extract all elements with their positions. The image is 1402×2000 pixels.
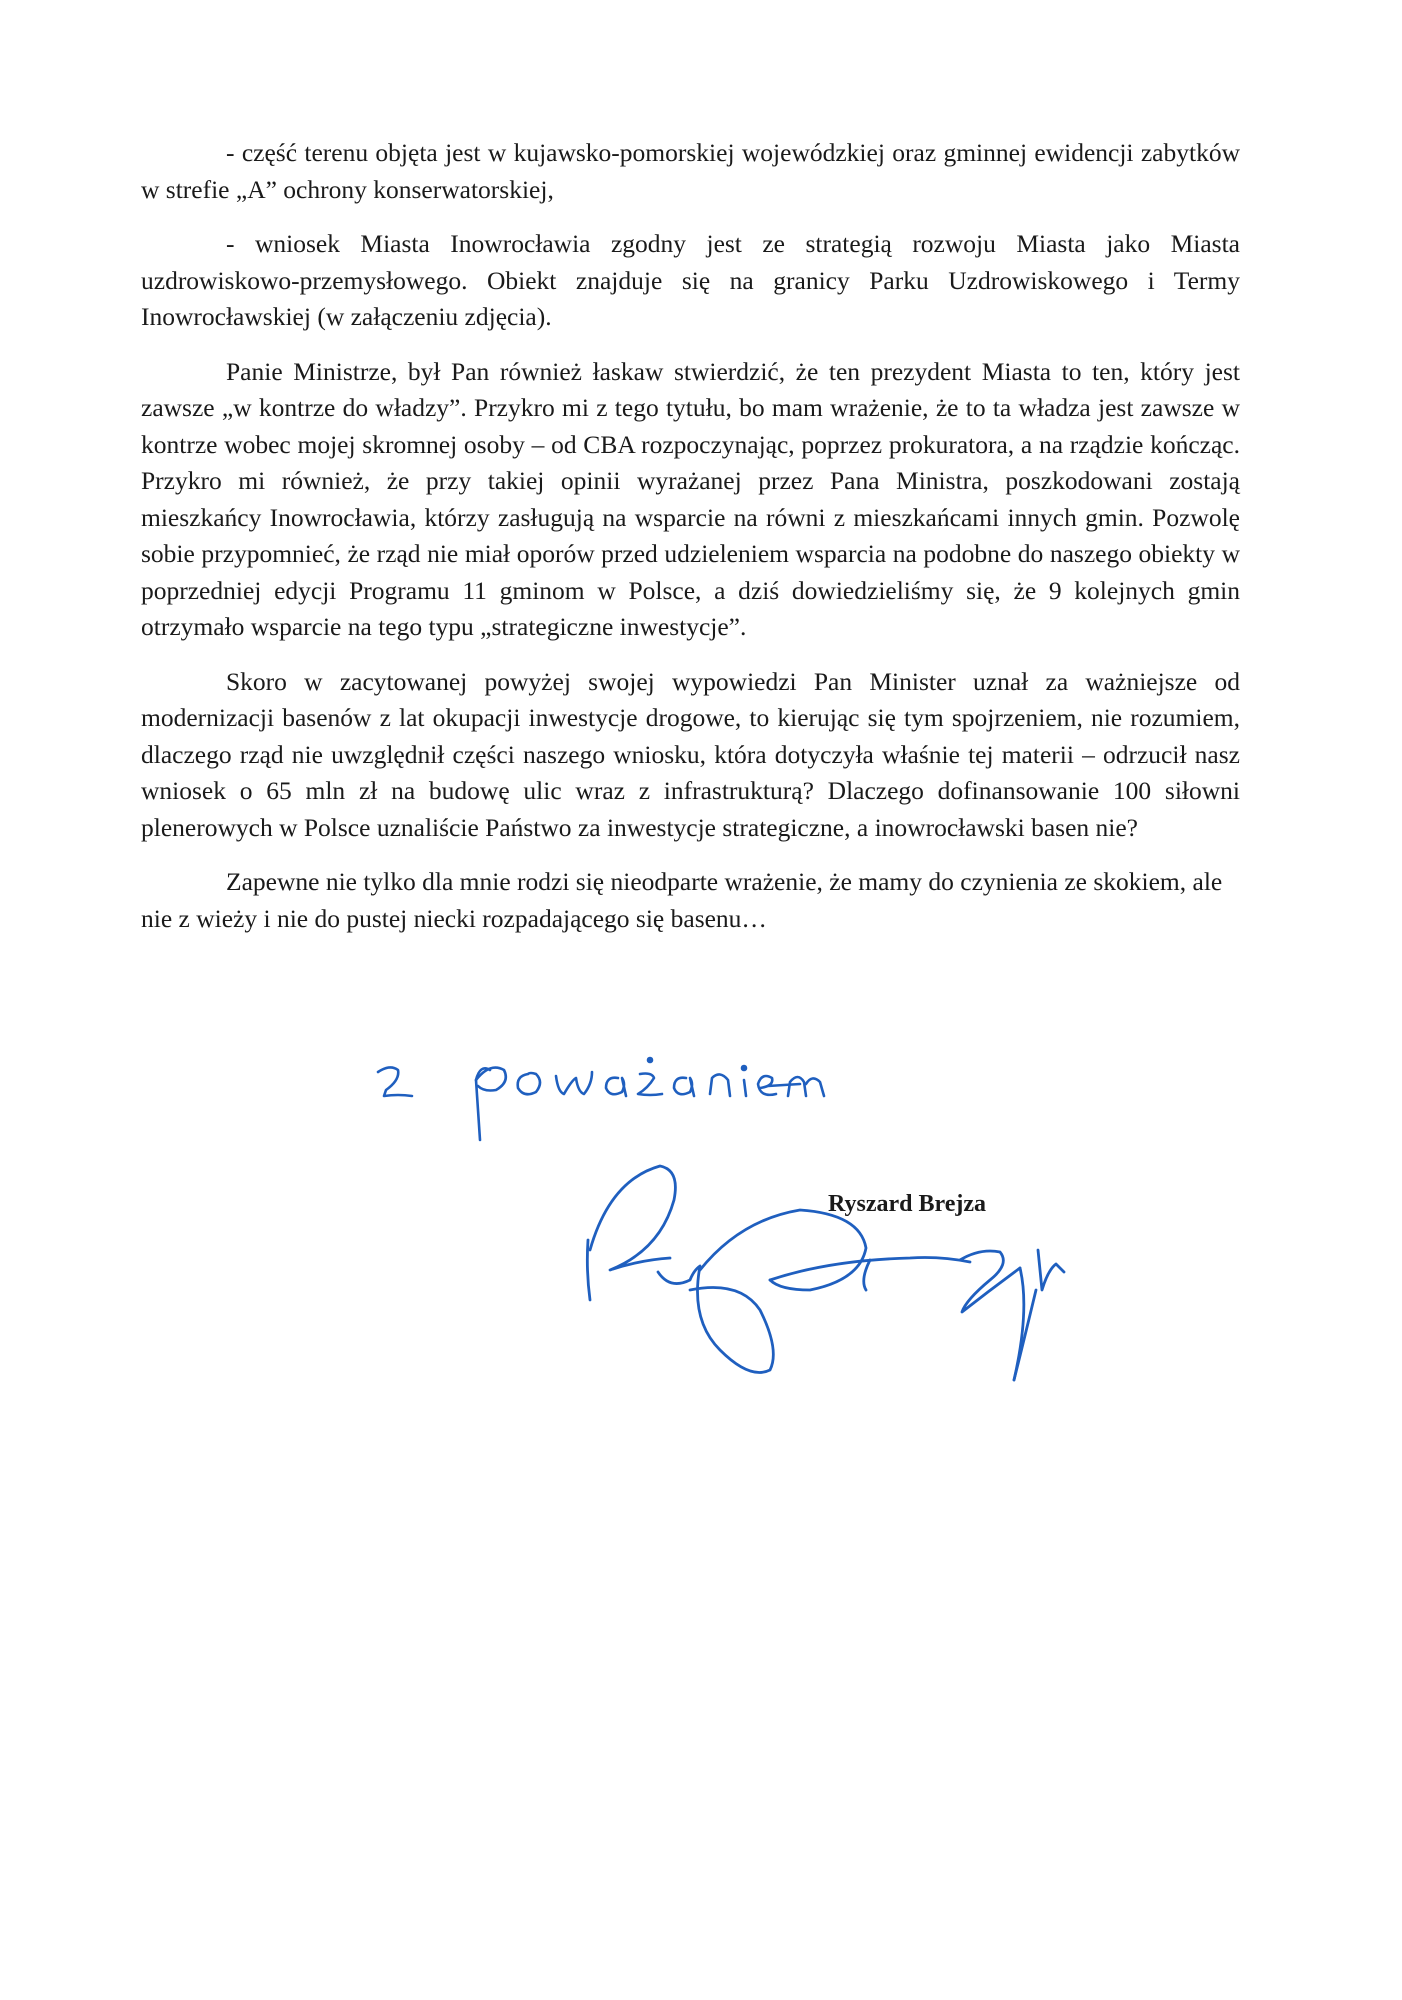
- handwritten-closing: [360, 1040, 920, 1150]
- paragraph-road-investments: Skoro w zacytowanej powyżej swojej wypowiedzi Pan Minister uznał za ważniejsze od modernizacji basenów z lat okupacji inwestycje drogowe, to kierując się tym spojrzeniem, nie rozumiem, dlaczego rząd nie uwzględnił części naszego wniosku, która dotyczyła właśnie tej materii – odrzucił nasz wniosek o 65 mln zł na budowę ulic wraz z infrastrukturą? Dlaczego dofinansowanie 100 siłowni plenerowych w Polsce uznaliście Państwo za inwestycje strategiczne, a inowrocławski basen nie?: [141, 666, 1240, 842]
- paragraph-conclusion: Zapewne nie tylko dla mnie rodzi się nieodparte wrażenie, że mamy do czynienia ze skokiem, ale nie z wieży i nie do pustej niecki rozpadającego się basenu…: [141, 867, 1223, 933]
- letter-body: [141, 135, 1240, 955]
- paragraph-heritage-zone: - część terenu objęta jest w kujawsko-pomorskiej wojewódzkiej oraz gminnej ewidencji zabytków w strefie „A” ochrony konserwatorskiej,: [141, 138, 1240, 204]
- paragraph-city-strategy: - wniosek Miasta Inowrocławia zgodny jest ze strategią rozwoju Miasta jako Miasta uzdrowiskowo-przemysłowego. Obiekt znajduje się na granicy Parku Uzdrowiskowego i Termy Inowrocławskiej (w załączeniu zdjęcia).: [141, 229, 1240, 331]
- paragraph-minister-opinion: Panie Ministrze, był Pan również łaskaw stwierdzić, że ten prezydent Miasta to ten, który jest zawsze „w kontrze do władzy”. Przykro mi z tego tytułu, bo mam wrażenie, że to ta władza jest zawsze w kontrze wobec mojej skromnej osoby – od CBA rozpoczynając, poprzez prokuratora, a na rządzie kończąc. Przykro mi również, że przy takiej opinii wyrażanej przez Pana Ministra, poszkodowani zostają mieszkańcy Inowrocławia, którzy zasługują na wsparcie na równi z mieszkańcami innych gmin. Pozwolę sobie przypomnieć, że rząd nie miał oporów przed udzieleniem wsparcia na podobne do naszego obiekty w poprzedniej edycji Programu 11 gminom w Polsce, a dziś dowiedzieliśmy się, że 9 kolejnych gmin otrzymało wsparcie na tego typu „strategiczne inwestycje”.: [141, 356, 1240, 641]
- signature: [570, 1140, 1270, 1400]
- signer-name: Ryszard Brejza: [828, 1191, 987, 1217]
